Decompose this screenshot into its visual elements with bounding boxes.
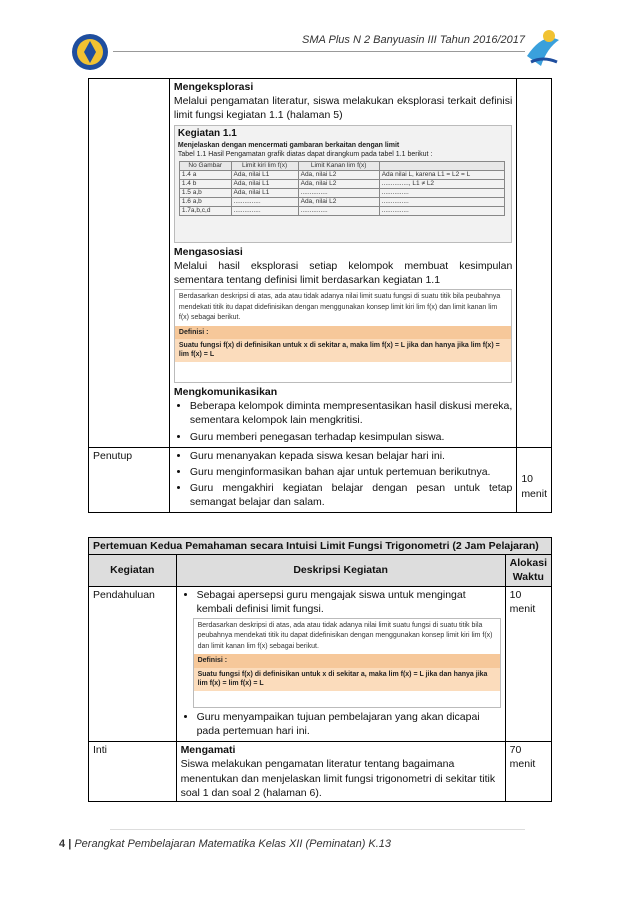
school-header: SMA Plus N 2 Banyuasin III Tahun 2016/2017: [302, 34, 525, 46]
definition-figure: [174, 289, 512, 383]
table-row: [179, 179, 504, 188]
section-title: Mengkomunikasikan: [173, 386, 278, 399]
time-cell: [505, 742, 551, 802]
table-row: [89, 742, 552, 802]
time-cell: [517, 447, 552, 513]
cell: Ada, nilai L2: [298, 179, 379, 188]
definition-intro: Berdasarkan deskripsi di atas, ada atau tidak adanya nilai limit suatu fungsi di suatu titik bila peubahnya mendekati titik itu dapat didefinisikan dengan menggunakan konsep limit kiri lim f(x) dan limit kanan lim f(x) sebagai berikut.: [178, 293, 501, 322]
table-row: [89, 447, 552, 513]
ministry-logo-icon: [70, 32, 110, 72]
section-title: Mengamati: [180, 744, 236, 757]
activity-label: Inti: [89, 742, 177, 802]
description-cell: [169, 447, 516, 513]
figure-title: Kegiatan 1.1: [177, 127, 237, 139]
list-item: • Guru menanyakan kepada siswa kesan belajar hari ini.: [190, 449, 512, 463]
definition-label: Definisi :: [175, 326, 511, 339]
list-item: • Guru menyampaikan tujuan pembelajaran yang akan dicapai pada pertemuan hari ini.: [197, 710, 501, 738]
footer-rule: [110, 829, 525, 830]
communication-list: [174, 399, 512, 444]
empty-cell: [517, 79, 552, 448]
section-title: Mengeksplorasi: [173, 81, 254, 93]
col-header: Alokasi Waktu: [505, 555, 551, 586]
table-row: [89, 538, 552, 555]
cell: ...............: [231, 206, 298, 215]
cell: 1.4 a: [179, 170, 231, 179]
col-header: Limit kiri lim f(x): [231, 161, 298, 170]
table-row: [179, 197, 504, 206]
table-row: [179, 188, 504, 197]
section-text: Siswa melakukan pengamatan literatur tentang bagaimana menentukan dan menjelaskan limit fungsi trigonometri di sekitar titik soal 1 dan soal 2 (halaman 6).: [180, 758, 496, 799]
activity-figure: [174, 125, 512, 243]
list-item-text: Sebagai apersepsi guru mengajak siswa untuk mengingat kembali definisi limit fungsi.: [196, 588, 466, 615]
footer-text: Perangkat Pembelajaran Matematika Kelas XII (Peminatan) K.13: [74, 838, 392, 850]
meeting-title: Pertemuan Kedua Pemahaman secara Intuisi Limit Fungsi Trigonometri (2 Jam Pelajaran): [89, 538, 552, 555]
col-header: Limit Kanan lim f(x): [298, 161, 379, 170]
time-value: 10: [521, 473, 533, 486]
cell: Ada, nilai L2: [298, 170, 379, 179]
definition-label: Definisi :: [194, 654, 500, 667]
table-row: [179, 206, 504, 215]
time-unit: menit: [509, 758, 536, 771]
school-logo-icon: [523, 26, 563, 72]
table-row: [89, 586, 552, 742]
list-item: • Guru mengakhiri kegiatan belajar dengan pesan untuk tetap semangat belajar dan salam.: [190, 481, 512, 509]
activity-table-1: [88, 78, 552, 513]
cell: ...............: [298, 188, 379, 197]
intro-list: [181, 588, 501, 739]
cell: ...............: [379, 188, 504, 197]
time-unit: menit: [521, 487, 547, 500]
page-footer: 4 | Perangkat Pembelajaran Matematika Kelas XII (Peminatan) K.13: [59, 838, 392, 850]
header-rule: [113, 51, 525, 52]
description-cell: [176, 742, 505, 802]
figure-subtitle: Menjelaskan dengan mencermati gambaran berkaitan dengan limit: [177, 142, 400, 150]
section-title: Mengasosiasi: [173, 245, 243, 258]
cell: Ada nilai L, karena L1 = L2 = L: [379, 170, 504, 179]
list-item: • Beberapa kelompok diminta mempresentasikan hasil diskusi mereka, sementara kelompok lain mengkritisi.: [190, 399, 512, 427]
cell: Ada, nilai L1: [231, 188, 298, 197]
section-text: Melalui hasil eksplorasi setiap kelompok membuat kesimpulan sementara tentang definisi limit berdasarkan kegiatan 1.1: [173, 259, 513, 286]
description-cell: [176, 586, 505, 742]
cell: Ada, nilai L1: [231, 170, 298, 179]
list-item: [197, 588, 501, 708]
activity-label: Penutup: [89, 447, 170, 513]
activity-table-2: [88, 537, 552, 802]
cell: ..............., L1 ≠ L2: [379, 179, 504, 188]
page-number: 4: [59, 838, 66, 850]
col-header: Kegiatan: [89, 555, 177, 586]
description-cell: [169, 79, 516, 448]
col-header: No Gambar: [179, 161, 231, 170]
cell: Ada, nilai L1: [231, 179, 298, 188]
table-row: [179, 170, 504, 179]
time-unit: menit: [509, 602, 536, 615]
activity-label: Pendahuluan: [89, 586, 177, 742]
cell: 1.4 b: [179, 179, 231, 188]
col-header: Deskripsi Kegiatan: [176, 555, 505, 586]
definition-intro: Berdasarkan deskripsi di atas, ada atau tidak adanya nilai limit suatu fungsi di suatu titik bila peubahnya mendekati titik itu dapat didefinisikan dengan menggunakan konsep limit kiri lim f(x) dan limit kanan lim f(x) sebagai berikut.: [197, 621, 493, 650]
section-text: Melalui pengamatan literatur, siswa melakukan eksplorasi terkait definisi limit fungsi kegiatan 1.1 (halaman 5): [173, 95, 513, 122]
cell: ...............: [298, 206, 379, 215]
table-row: [89, 79, 552, 448]
col-header: [379, 161, 504, 170]
cell: ...............: [231, 197, 298, 206]
table-row: [89, 555, 552, 586]
figure-caption: Tabel 1.1 Hasil Pengamatan grafik diatas dapat dirangkum pada tabel 1.1 berikut :: [177, 151, 433, 159]
definition-figure: [193, 618, 501, 708]
cell: 1.5 a,b: [179, 188, 231, 197]
cell: 1.6 a,b: [179, 197, 231, 206]
cell: Ada, nilai L2: [298, 197, 379, 206]
cell: ...............: [379, 197, 504, 206]
observation-table: [179, 161, 505, 216]
list-item: • Guru memberi penegasan terhadap kesimpulan siswa.: [190, 430, 512, 444]
cell: 1.7a,b,c,d: [179, 206, 231, 215]
list-item: • Guru menginformasikan bahan ajar untuk pertemuan berikutnya.: [190, 465, 512, 479]
definition-text: Suatu fungsi f(x) di definisikan untuk x di sekitar a, maka lim f(x) = L jika dan hanya jika lim f(x) = lim f(x) = L: [194, 668, 500, 691]
time-cell: [505, 586, 551, 742]
empty-cell: [89, 79, 170, 448]
time-value: 10: [509, 588, 522, 601]
closing-list: [174, 449, 512, 510]
definition-text: Suatu fungsi f(x) di definisikan untuk x di sekitar a, maka lim f(x) = L jika dan hanya jika lim f(x) = lim f(x) = L: [175, 339, 511, 362]
cell: ...............: [379, 206, 504, 215]
time-value: 70: [509, 744, 522, 757]
